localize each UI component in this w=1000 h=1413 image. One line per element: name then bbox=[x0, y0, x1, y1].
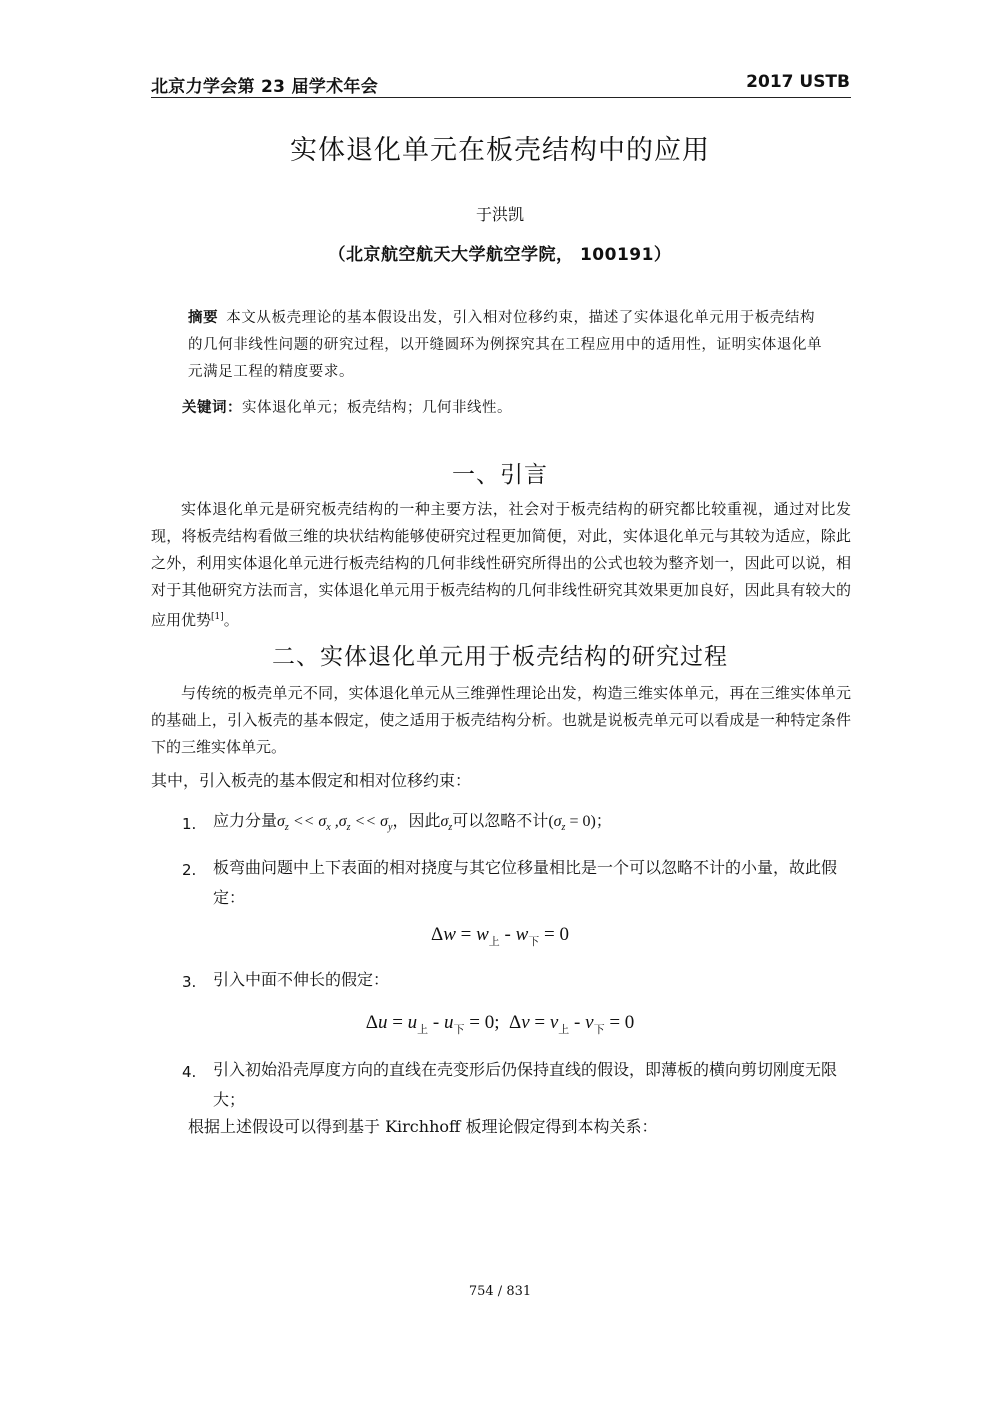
research-process-paragraph: 与传统的板壳单元不同，实体退化单元从三维弹性理论出发，构造三维实体单元，再在三维实体单元的基础上，引入板壳的基本假定，使之适用于板壳结构分析。也就是说板壳单元可以看成是一种特定条件下的三维实体单元。 bbox=[151, 684, 851, 756]
item1-mid2: 可以忽略不计 bbox=[452, 811, 549, 830]
zero-value: 0 bbox=[484, 1012, 495, 1033]
section-heading-introduction: 一、引言 bbox=[452, 462, 548, 488]
introduction-end: 。 bbox=[223, 611, 239, 629]
equation-delta-u-v: $\Delta u = u_上 - u_下 = 0$; $\Delta v = v_上 - v_下 = 0$ bbox=[365, 1012, 635, 1036]
list-item-number: 3. bbox=[182, 973, 197, 991]
upper-label: 上 bbox=[558, 1023, 570, 1036]
list-item-midplane: 引入中面不伸长的假定： bbox=[213, 970, 390, 989]
list-item-shear-rigidity: 引入初始沿壳厚度方向的直线在壳变形后仍保持直线的假设，即薄板的横向剪切刚度无限大； bbox=[213, 1060, 838, 1109]
assumptions-lead-in: 其中，引入板壳的基本假定和相对位移约束： bbox=[151, 771, 472, 790]
lower-label: 下 bbox=[593, 1023, 605, 1036]
stress-inequality: $\sigma_z << \sigma_x$ $,\sigma_z << \sigma_y$ bbox=[277, 813, 393, 834]
abstract bbox=[188, 305, 828, 386]
zero-value: 0 bbox=[582, 813, 591, 830]
sigma-z: $\sigma_z$ bbox=[440, 813, 453, 834]
zero-value: 0 bbox=[559, 924, 570, 945]
introduction-paragraph bbox=[151, 496, 851, 634]
list-item-number: 1. bbox=[182, 815, 197, 833]
author-affiliation: （北京航空航天大学航空学院， 100191） bbox=[328, 245, 672, 265]
header-divider bbox=[151, 97, 851, 98]
lower-label: 下 bbox=[528, 935, 540, 948]
list-item-deflection: 板弯曲问题中上下表面的相对挠度与其它位移量相比是一个可以忽略不计的小量，故此假定： bbox=[213, 858, 838, 907]
keywords-text: 实体退化单元；板壳结构；几何非线性。 bbox=[242, 400, 512, 416]
lower-label: 下 bbox=[453, 1023, 465, 1036]
item1-prefix: 应力分量 bbox=[213, 811, 278, 830]
paper-title: 实体退化单元在板壳结构中的应用 bbox=[290, 135, 710, 166]
list-item-number: 4. bbox=[182, 1063, 197, 1081]
section-heading-research-process: 二、实体退化单元用于板壳结构的研究过程 bbox=[272, 644, 728, 670]
list-item-stress bbox=[213, 806, 853, 843]
closing-sentence: 根据上述假设可以得到基于 Kirchhoff 板理论假定得到本构关系： bbox=[188, 1117, 658, 1136]
zero-value: 0 bbox=[624, 1012, 635, 1033]
keywords bbox=[182, 396, 822, 417]
abstract-label: 摘要 bbox=[188, 310, 219, 326]
upper-label: 上 bbox=[417, 1023, 429, 1036]
list-item-number: 2. bbox=[182, 861, 197, 879]
running-header-conference: 北京力学会第 23 届学术年会 bbox=[151, 77, 378, 97]
citation-ref[interactable]: [1] bbox=[211, 612, 224, 622]
page-number: 754 / 831 bbox=[468, 1284, 532, 1299]
keywords-label: 关键词： bbox=[182, 400, 242, 416]
equation-delta-w: $\Delta w = w_上 - w_下 = 0$ bbox=[430, 924, 570, 948]
sigma-z-zero: $(\sigma_z = 0)$ bbox=[548, 813, 596, 834]
item1-mid: ，因此 bbox=[392, 811, 441, 830]
introduction-text: 实体退化单元是研究板壳结构的一种主要方法，社会对于板壳结构的研究都比较重视，通过对比发现，将板壳结构看做三维的块状结构能够使研究过程更加简便，对此，实体退化单元与其较为适应，除此之外，利用实体退化单元进行板壳结构的几何非线性研究所得出的公式也较为整齐划一，因此可以说，相对于其他研究方法而言，实体退化单元用于板壳结构的几何非线性研究其效果更加良好，因此具有较大的应用优势 bbox=[151, 500, 851, 629]
author-name: 于洪凯 bbox=[475, 205, 524, 224]
running-header-venue: 2017 USTB bbox=[746, 72, 850, 92]
abstract-text: 本文从板壳理论的基本假设出发，引入相对位移约束，描述了实体退化单元用于板壳结构的几何非线性问题的研究过程，以开缝圆环为例探究其在工程应用中的适用性，证明实体退化单元满足工程的精度要求。 bbox=[188, 310, 823, 380]
item1-suffix: ； bbox=[595, 811, 612, 830]
upper-label: 上 bbox=[488, 935, 500, 948]
